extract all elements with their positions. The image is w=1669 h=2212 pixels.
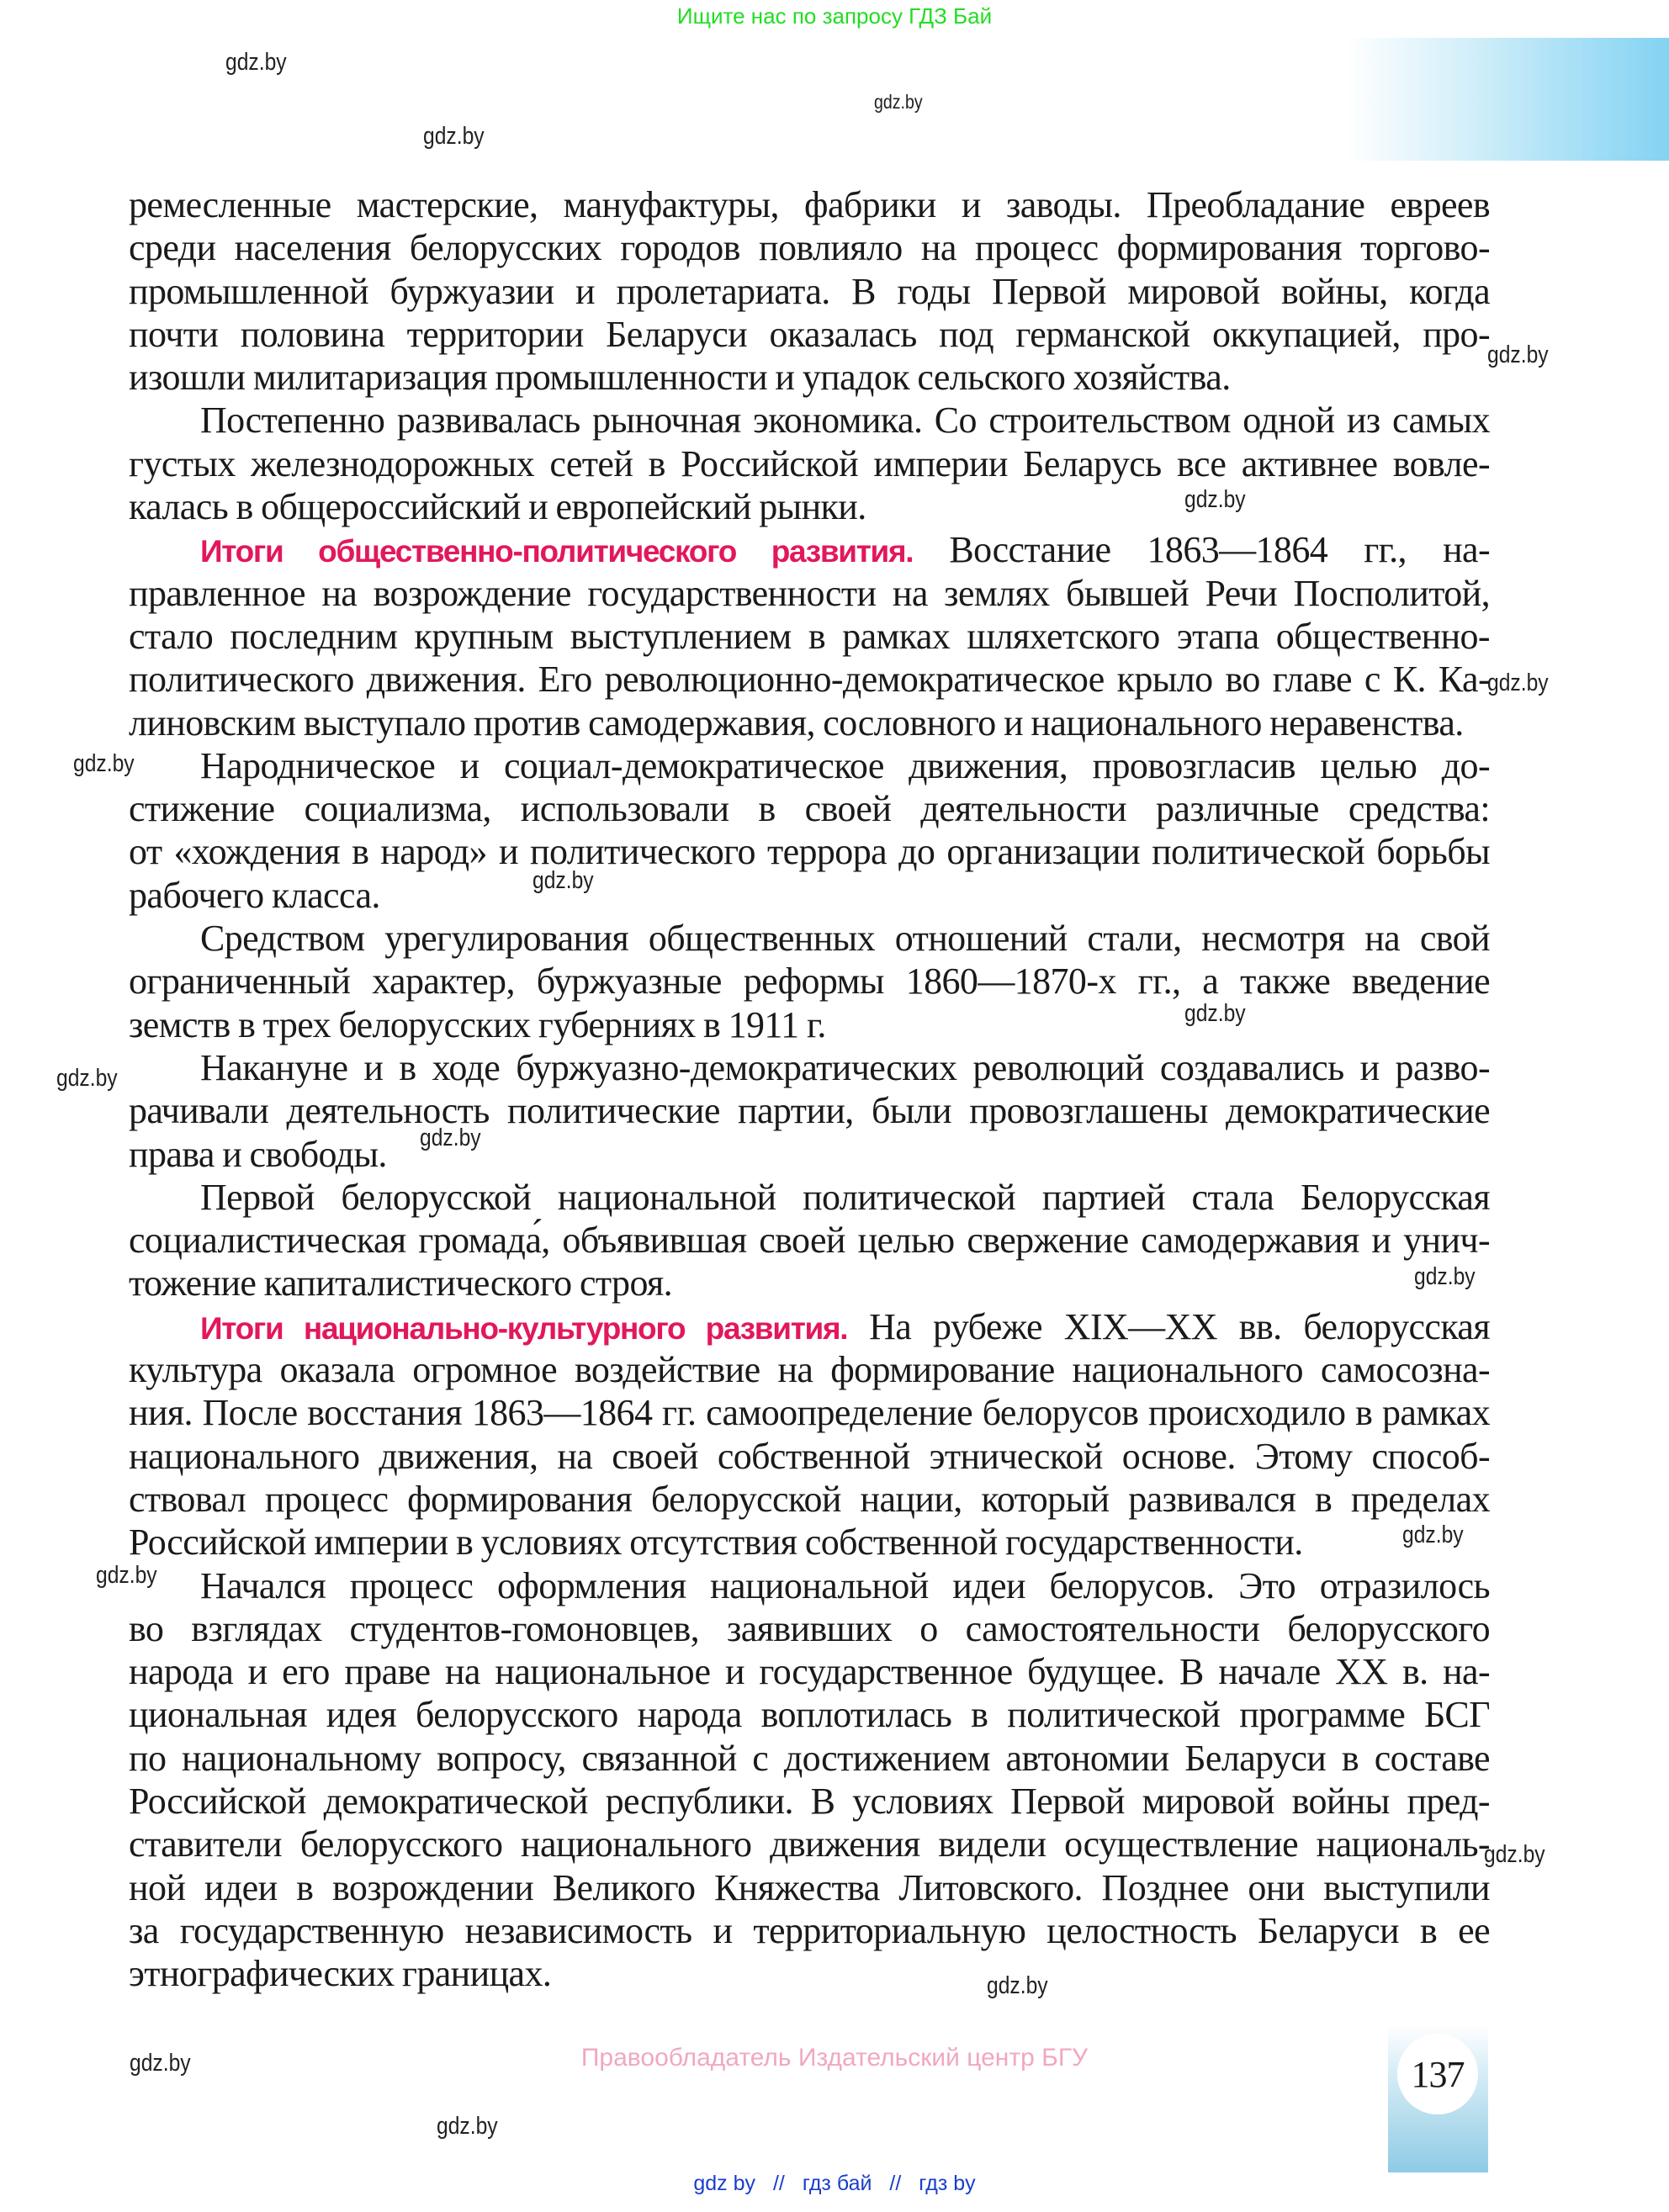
search-banner: Ищите нас по запросу ГДЗ Бай [676,3,993,29]
line-text: во взглядах студентов-гомоновцев, заявивших о самостоятельности белорусского [129,1607,1490,1649]
text-line [129,1089,1490,1132]
text-line [129,356,1490,399]
line-text: Восстание 1863—1864 гг., на- [913,529,1490,571]
text-line [129,572,1490,615]
corner-gradient-decoration [1346,38,1669,161]
link-gdz-by-cyr[interactable]: гдз by [919,2172,976,2195]
line-text: национального движения, на своей собственной этнической основе. Этому способ- [129,1435,1490,1477]
link-gdz-bai[interactable]: гдз бай [802,2172,872,2195]
line-text: густых железнодорожных сетей в Российской империи Беларусь все активнее вовле- [129,442,1490,484]
line-text: Начался процесс оформления национальной идеи белорусов. Это отразилось [200,1564,1490,1606]
text-line [129,1133,1490,1176]
text-line [129,830,1490,873]
text-line [129,1909,1490,1952]
copyright-notice: Правообладатель Издательский центр БГУ [580,2044,1089,2072]
line-text: социалистическая громада́, объявившая своей целью свержение самодержавия и унич- [129,1220,1490,1262]
watermark-text: gdz.by [1402,1521,1464,1548]
watermark-text: gdz.by [423,123,485,150]
text-line [129,1564,1490,1607]
text-line [129,1219,1490,1262]
line-text: права и свободы. [129,1133,387,1175]
watermark-text: gdz.by [987,1972,1048,1999]
line-text: циональная идея белорусского народа воплотилась в политической программе БСГ [129,1694,1490,1736]
text-line [129,399,1490,442]
text-line [129,485,1490,528]
text-line [129,1478,1490,1521]
text-line [129,960,1490,1003]
section-heading: Итоги национально-культурного развития. [200,1310,848,1346]
watermark-text: gdz.by [225,49,287,76]
watermark-text: gdz.by [96,1562,157,1589]
line-text: Накануне и в ходе буржуазно-демократических революций создавались и разво- [200,1046,1490,1088]
line-text: промышленной буржуазии и пролетариата. В годы Первой мировой войны, когда [129,270,1490,312]
text-line [129,442,1490,485]
text-line [129,1737,1490,1780]
section-heading-line [129,1305,1490,1348]
text-line [129,787,1490,830]
line-text: по национальному вопросу, связанной с достижением автономии Беларуси в составе [129,1737,1490,1779]
watermark-text: gdz.by [1184,1000,1246,1027]
line-text: рачивали деятельность политические партии, были провозглашены демократические [129,1090,1490,1132]
text-line [129,1693,1490,1736]
line-text: ремесленные мастерские, мануфактуры, фабрики и заводы. Преобладание евреев [129,184,1490,225]
line-text: калась в общероссийский и европейский рынки. [129,486,866,528]
line-text: линовским выступало против самодержавия, сословного и национального неравенства. [129,701,1464,744]
line-text: стижение социализма, использовали в своей деятельности различные средства: [129,788,1490,830]
watermark-text: gdz.by [532,867,594,894]
text-line [129,226,1490,269]
text-line [129,874,1490,917]
line-text: На рубеже XIX—XX вв. белорусская [847,1305,1491,1347]
text-line [129,1607,1490,1650]
text-line [129,701,1490,744]
section-heading: Итоги общественно-политического развития. [200,534,914,569]
line-text: Российской демократической республики. В условиях Первой мировой войны пред- [129,1780,1490,1822]
text-line [129,1046,1490,1089]
watermark-text: gdz.by [437,2113,498,2140]
section-heading-line [129,528,1490,571]
text-line [129,313,1490,356]
line-text: земств в трех белорусских губерниях в 1911 г. [129,1003,826,1045]
bottom-links-bar [0,2172,1669,2196]
text-line [129,1650,1490,1693]
watermark-text: gdz.by [420,1125,481,1151]
text-line [129,1952,1490,1995]
text-line [129,1521,1490,1564]
text-line [129,1262,1490,1304]
line-text: Первой белорусской национальной политической партией стала Белорусская [200,1176,1490,1218]
line-text: этнографических границах. [129,1953,552,1995]
line-text: политического движения. Его революционно-демократическое крыло во главе с К. Ка- [129,659,1490,701]
line-text: ния. После восстания 1863—1864 гг. самоопределение белорусов происходило в рамках [129,1392,1490,1434]
line-text: от «хождения в народ» и политического террора до организации политической борьбы [129,831,1490,873]
text-line [129,1823,1490,1865]
text-line [129,270,1490,313]
link-separator: // [772,2172,785,2195]
text-line [129,917,1490,960]
text-line [129,1391,1490,1434]
page-number-circle [1397,2034,1478,2114]
text-line [129,183,1490,226]
line-text: изошли милитаризация промышленности и упадок сельского хозяйства. [129,357,1231,399]
line-text: ствовал процесс формирования белорусской нации, который развивался в пределах [129,1478,1490,1520]
line-text: культура оказала огромное воздействие на формирование национального самосозна- [129,1349,1490,1391]
text-line [129,1780,1490,1823]
line-text: рабочего класса. [129,874,380,916]
text-line [129,1348,1490,1391]
text-line [129,658,1490,701]
line-text: тожение капиталистического строя. [129,1262,673,1304]
line-text: ставители белорусского национального движения видели осуществление националь- [129,1823,1490,1865]
line-text: Народническое и социал-демократическое движения, провозгласив целью до- [200,744,1490,786]
watermark-text: gdz.by [1484,1841,1545,1868]
text-line [129,1003,1490,1046]
watermark-text: gdz.by [130,2050,191,2077]
page-body-text [129,183,1490,1995]
link-separator: // [889,2172,902,2195]
line-text: почти половина территории Беларуси оказалась под германской оккупацией, про- [129,313,1490,355]
line-text: народа и его праве на национальное и государственное будущее. В начале XX в. на- [129,1651,1490,1693]
line-text: за государственную независимость и территориальную целостность Беларуси в ее [129,1909,1490,1951]
watermark-text: gdz.by [874,91,923,113]
page-number: 137 [1411,2053,1465,2095]
text-line [129,615,1490,658]
watermark-text: gdz.by [1184,486,1246,513]
line-text: Постепенно развивалась рыночная экономика. Со строительством одной из самых [200,400,1490,442]
watermark-text: gdz.by [1487,341,1549,368]
page-number-badge [1388,2025,1488,2172]
line-text: Российской империи в условиях отсутствия собственной государственности. [129,1521,1303,1564]
watermark-text: gdz.by [56,1065,118,1092]
line-text: правленное на возрождение государственности на землях бывшей Речи Посполитой, [129,572,1490,614]
text-line [129,1435,1490,1478]
watermark-text: gdz.by [73,750,135,777]
link-gdz-by[interactable]: gdz by [693,2172,756,2195]
watermark-text: gdz.by [1414,1263,1476,1290]
line-text: ной идеи в возрождении Великого Княжества Литовского. Позднее они выступили [129,1866,1490,1908]
line-text: ограниченный характер, буржуазные реформы 1860—1870-х гг., а также введение [129,960,1490,1003]
text-line [129,1866,1490,1909]
line-text: Средством урегулирования общественных отношений стали, несмотря на свой [200,918,1490,960]
text-line [129,744,1490,787]
watermark-text: gdz.by [1487,669,1549,696]
line-text: среди населения белорусских городов повлияло на процесс формирования торгово- [129,227,1490,269]
text-line [129,1176,1490,1219]
line-text: стало последним крупным выступлением в рамках шляхетского этапа общественно- [129,615,1490,657]
